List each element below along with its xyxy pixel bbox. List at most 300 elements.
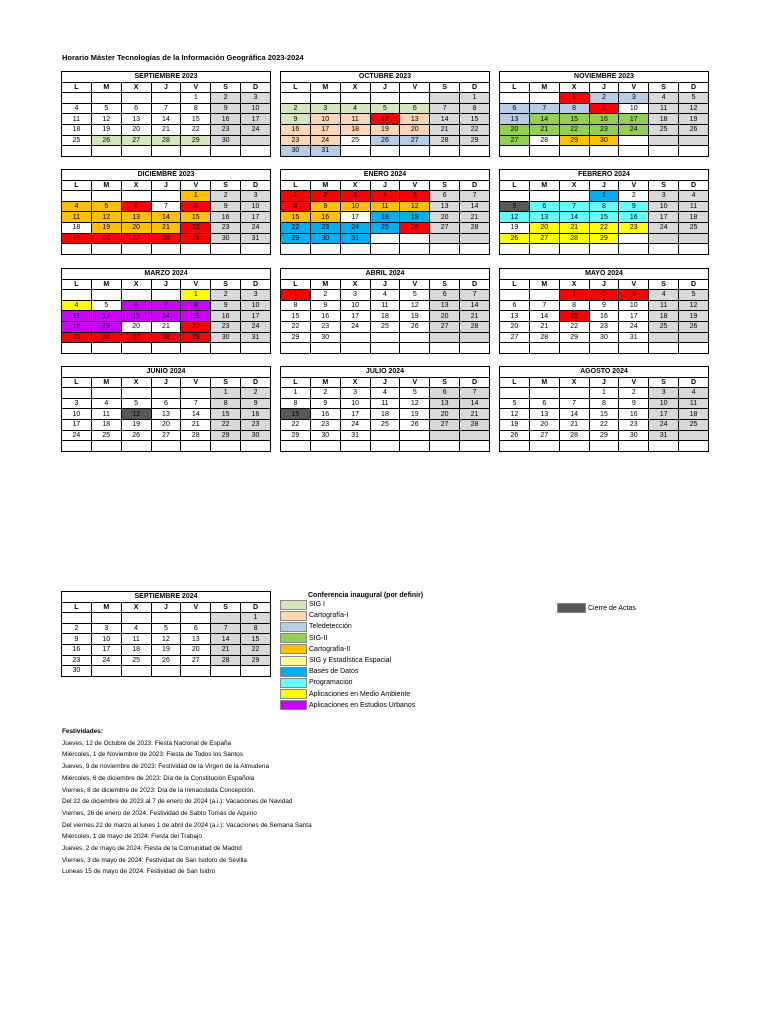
day-cell (370, 244, 400, 255)
day-cell: 2 (589, 93, 619, 104)
day-cell: 13 (151, 409, 181, 420)
festividades-title: Festividades: (62, 728, 103, 735)
day-cell: 26 (91, 233, 121, 244)
day-cell: 10 (340, 201, 370, 212)
day-cell: 30 (211, 135, 241, 146)
day-cell: 14 (559, 212, 589, 223)
day-cell (91, 343, 121, 354)
day-cell: 7 (529, 300, 559, 311)
day-cell (121, 244, 151, 255)
day-cell: 9 (310, 398, 340, 409)
day-cell: 13 (121, 114, 151, 125)
day-cell: 11 (649, 300, 679, 311)
day-cell: 19 (500, 419, 530, 430)
day-cell: 14 (151, 311, 181, 322)
day-cell (460, 430, 490, 441)
day-cell (370, 233, 400, 244)
day-cell (430, 93, 460, 104)
day-cell: 21 (460, 212, 490, 223)
day-cell (500, 290, 530, 301)
day-cell: 19 (91, 321, 121, 332)
day-cell: 26 (679, 124, 709, 135)
weekday-header: D (679, 377, 709, 388)
day-cell (91, 146, 121, 157)
day-cell (211, 441, 241, 452)
day-cell (500, 441, 530, 452)
day-cell (151, 613, 181, 624)
day-cell: 3 (649, 388, 679, 399)
day-cell (370, 343, 400, 354)
day-cell: 29 (589, 430, 619, 441)
day-cell: 19 (91, 222, 121, 233)
day-cell: 30 (310, 430, 340, 441)
month-calendar (499, 366, 709, 452)
weekday-header: J (589, 82, 619, 93)
day-cell: 7 (151, 300, 181, 311)
month-title: DICIEMBRE 2023 (62, 170, 271, 181)
cierre-label: Cierre de Actas (588, 604, 636, 612)
day-cell: 18 (91, 419, 121, 430)
legend-item (280, 633, 423, 644)
day-cell: 9 (619, 201, 649, 212)
day-cell (340, 343, 370, 354)
day-cell: 18 (370, 311, 400, 322)
day-cell: 8 (281, 201, 311, 212)
day-cell: 18 (679, 409, 709, 420)
day-cell: 26 (500, 430, 530, 441)
day-cell: 30 (310, 332, 340, 343)
day-cell: 24 (340, 222, 370, 233)
day-cell: 13 (500, 311, 530, 322)
day-cell: 14 (529, 114, 559, 125)
day-cell: 14 (460, 398, 490, 409)
weekday-header: X (340, 180, 370, 191)
day-cell: 5 (400, 191, 430, 202)
day-cell: 6 (400, 103, 430, 114)
day-cell: 4 (62, 103, 92, 114)
day-cell (460, 146, 490, 157)
legend-item (280, 610, 423, 621)
day-cell: 17 (241, 311, 271, 322)
day-cell: 1 (589, 191, 619, 202)
day-cell: 8 (559, 103, 589, 114)
day-cell: 28 (151, 233, 181, 244)
day-cell: 17 (619, 311, 649, 322)
day-cell (340, 441, 370, 452)
weekday-header: M (529, 180, 559, 191)
weekday-header: M (91, 180, 121, 191)
month-title: FEBRERO 2024 (500, 170, 709, 181)
day-cell: 22 (241, 644, 271, 655)
cierre-swatch (557, 603, 586, 613)
day-cell: 10 (241, 201, 271, 212)
month-title: SEPTIEMBRE 2024 (62, 592, 271, 603)
day-cell: 15 (281, 409, 311, 420)
legend-label: SIG y Estadística Espacial (309, 657, 392, 665)
day-cell: 9 (589, 300, 619, 311)
day-cell (370, 93, 400, 104)
weekday-header: S (649, 180, 679, 191)
day-cell: 1 (181, 191, 211, 202)
weekday-header: X (121, 82, 151, 93)
day-cell: 28 (211, 655, 241, 666)
weekday-header: J (151, 602, 181, 613)
day-cell (151, 343, 181, 354)
day-cell (460, 441, 490, 452)
weekday-header: J (370, 82, 400, 93)
day-cell (589, 441, 619, 452)
day-cell: 5 (91, 201, 121, 212)
legend-swatch (280, 644, 307, 654)
day-cell: 15 (559, 114, 589, 125)
day-cell: 19 (400, 311, 430, 322)
day-cell (62, 388, 92, 399)
day-cell (460, 343, 490, 354)
weekday-header: S (649, 82, 679, 93)
day-cell (121, 441, 151, 452)
day-cell: 25 (679, 419, 709, 430)
day-cell: 22 (211, 419, 241, 430)
day-cell: 15 (211, 409, 241, 420)
day-cell (679, 135, 709, 146)
day-cell: 17 (62, 419, 92, 430)
day-cell: 15 (181, 212, 211, 223)
day-cell (370, 430, 400, 441)
day-cell: 29 (281, 430, 311, 441)
legend-title: Conferencia inaugural (por definir) (308, 592, 424, 599)
weekday-header: M (529, 377, 559, 388)
day-cell (679, 343, 709, 354)
weekday-header: S (430, 180, 460, 191)
day-cell: 22 (181, 321, 211, 332)
day-cell: 4 (649, 93, 679, 104)
day-cell: 22 (460, 124, 490, 135)
day-cell: 21 (151, 321, 181, 332)
month-calendar (280, 366, 490, 452)
day-cell: 5 (400, 388, 430, 399)
day-cell: 19 (91, 124, 121, 135)
day-cell: 28 (151, 135, 181, 146)
day-cell (241, 244, 271, 255)
weekday-header: L (500, 279, 530, 290)
weekday-header: D (679, 180, 709, 191)
weekday-header: L (500, 377, 530, 388)
day-cell: 10 (619, 103, 649, 114)
day-cell: 29 (281, 233, 311, 244)
weekday-header: M (91, 82, 121, 93)
day-cell: 27 (121, 233, 151, 244)
weekday-header: D (241, 180, 271, 191)
day-cell (310, 93, 340, 104)
day-cell: 8 (281, 398, 311, 409)
month-calendar (280, 169, 490, 255)
day-cell (649, 343, 679, 354)
day-cell: 3 (649, 191, 679, 202)
day-cell: 14 (559, 409, 589, 420)
day-cell: 27 (121, 332, 151, 343)
weekday-header: J (589, 377, 619, 388)
weekday-header: D (241, 602, 271, 613)
day-cell: 13 (529, 409, 559, 420)
weekday-header: D (241, 82, 271, 93)
weekday-header: D (241, 377, 271, 388)
day-cell: 15 (589, 212, 619, 223)
day-cell: 2 (619, 191, 649, 202)
day-cell: 2 (281, 103, 311, 114)
weekday-header: M (310, 377, 340, 388)
day-cell: 24 (619, 124, 649, 135)
weekday-header: V (181, 180, 211, 191)
day-cell: 25 (649, 321, 679, 332)
day-cell (241, 343, 271, 354)
day-cell: 15 (589, 409, 619, 420)
day-cell (500, 146, 530, 157)
weekday-header: X (121, 602, 151, 613)
day-cell: 27 (400, 135, 430, 146)
day-cell (91, 244, 121, 255)
day-cell: 28 (460, 419, 490, 430)
month-calendar (61, 71, 271, 157)
day-cell: 25 (62, 332, 92, 343)
day-cell: 5 (679, 93, 709, 104)
day-cell (91, 613, 121, 624)
weekday-header: S (649, 377, 679, 388)
legend-item (280, 655, 423, 666)
day-cell (151, 93, 181, 104)
day-cell: 24 (649, 419, 679, 430)
weekday-header: D (679, 279, 709, 290)
day-cell: 31 (241, 233, 271, 244)
day-cell: 21 (559, 222, 589, 233)
day-cell: 7 (460, 191, 490, 202)
day-cell: 7 (151, 201, 181, 212)
day-cell: 9 (211, 300, 241, 311)
day-cell: 22 (559, 124, 589, 135)
weekday-header: S (649, 279, 679, 290)
day-cell: 21 (529, 124, 559, 135)
day-cell: 25 (649, 124, 679, 135)
day-cell: 29 (559, 332, 589, 343)
day-cell (62, 244, 92, 255)
weekday-header: V (400, 279, 430, 290)
day-cell: 30 (589, 332, 619, 343)
day-cell: 29 (181, 135, 211, 146)
day-cell: 4 (649, 290, 679, 301)
festividades-list (62, 738, 312, 878)
day-cell: 4 (679, 191, 709, 202)
day-cell: 3 (62, 398, 92, 409)
day-cell: 19 (121, 419, 151, 430)
day-cell (281, 343, 311, 354)
weekday-header: X (559, 180, 589, 191)
weekday-header: V (400, 82, 430, 93)
day-cell: 2 (310, 290, 340, 301)
day-cell: 13 (430, 201, 460, 212)
day-cell: 7 (211, 623, 241, 634)
day-cell (340, 244, 370, 255)
day-cell: 11 (370, 201, 400, 212)
month-calendar (61, 169, 271, 255)
legend-swatch (280, 678, 307, 688)
day-cell (649, 441, 679, 452)
day-cell: 3 (619, 93, 649, 104)
day-cell (529, 93, 559, 104)
weekday-header: S (430, 377, 460, 388)
weekday-header: X (340, 279, 370, 290)
day-cell (340, 146, 370, 157)
day-cell (62, 146, 92, 157)
legend-label: Bases de Datos (309, 668, 359, 676)
legend-item (280, 677, 423, 688)
day-cell (211, 613, 241, 624)
day-cell: 5 (121, 398, 151, 409)
day-cell: 11 (370, 300, 400, 311)
day-cell (430, 233, 460, 244)
day-cell: 24 (241, 321, 271, 332)
day-cell: 11 (62, 311, 92, 322)
day-cell: 19 (679, 311, 709, 322)
day-cell: 25 (370, 222, 400, 233)
day-cell: 16 (310, 409, 340, 420)
day-cell (62, 191, 92, 202)
day-cell (181, 244, 211, 255)
day-cell (500, 244, 530, 255)
weekday-header: L (62, 180, 92, 191)
weekday-header: L (500, 180, 530, 191)
day-cell: 12 (400, 398, 430, 409)
festividad-item: Del 22 de diciembre de 2023 al 7 de enero de 2024 (a.i.): Vacaciones de Navidad (62, 798, 293, 806)
weekday-header: V (181, 377, 211, 388)
legend-swatch (280, 622, 307, 632)
day-cell: 7 (529, 103, 559, 114)
day-cell: 23 (211, 222, 241, 233)
day-cell: 30 (281, 146, 311, 157)
day-cell: 29 (241, 655, 271, 666)
day-cell: 29 (181, 233, 211, 244)
legend-swatch (280, 700, 307, 710)
day-cell: 5 (400, 290, 430, 301)
day-cell: 1 (281, 191, 311, 202)
day-cell: 17 (340, 212, 370, 223)
day-cell: 26 (679, 321, 709, 332)
day-cell (181, 343, 211, 354)
day-cell (91, 441, 121, 452)
day-cell: 25 (370, 321, 400, 332)
day-cell (181, 146, 211, 157)
day-cell (340, 93, 370, 104)
day-cell: 30 (310, 233, 340, 244)
day-cell: 8 (181, 201, 211, 212)
legend-swatch (280, 656, 307, 666)
day-cell: 7 (181, 398, 211, 409)
day-cell (430, 441, 460, 452)
day-cell: 27 (181, 655, 211, 666)
day-cell: 19 (151, 644, 181, 655)
day-cell: 22 (181, 124, 211, 135)
festividad-item: Luneas 15 de mayo de 2024. Festividad de San Isidro (62, 868, 216, 876)
day-cell (500, 388, 530, 399)
month-title: ENERO 2024 (281, 170, 490, 181)
weekday-header: L (62, 377, 92, 388)
day-cell: 24 (241, 222, 271, 233)
day-cell: 14 (460, 201, 490, 212)
day-cell: 15 (559, 311, 589, 322)
weekday-header: S (211, 82, 241, 93)
day-cell: 2 (62, 623, 92, 634)
day-cell: 6 (500, 103, 530, 114)
day-cell: 18 (679, 212, 709, 223)
day-cell: 5 (500, 398, 530, 409)
weekday-header: J (151, 82, 181, 93)
day-cell: 28 (529, 135, 559, 146)
day-cell: 2 (310, 388, 340, 399)
day-cell: 21 (151, 124, 181, 135)
day-cell: 26 (400, 321, 430, 332)
day-cell (500, 343, 530, 354)
day-cell: 12 (91, 212, 121, 223)
day-cell (281, 441, 311, 452)
weekday-header: X (340, 377, 370, 388)
day-cell: 3 (91, 623, 121, 634)
month-calendar (499, 71, 709, 157)
legend-label: Programación (309, 679, 353, 687)
day-cell (649, 135, 679, 146)
day-cell (281, 244, 311, 255)
day-cell (151, 666, 181, 677)
legend-item (280, 621, 423, 632)
day-cell (91, 666, 121, 677)
day-cell: 15 (181, 114, 211, 125)
day-cell: 5 (91, 300, 121, 311)
day-cell: 17 (649, 212, 679, 223)
weekday-header: J (589, 279, 619, 290)
day-cell: 31 (649, 430, 679, 441)
day-cell: 10 (649, 398, 679, 409)
day-cell: 30 (62, 666, 92, 677)
day-cell: 30 (589, 135, 619, 146)
day-cell (619, 135, 649, 146)
day-cell (151, 388, 181, 399)
weekday-header: D (460, 377, 490, 388)
day-cell: 8 (460, 103, 490, 114)
day-cell (400, 244, 430, 255)
day-cell (151, 146, 181, 157)
day-cell (430, 146, 460, 157)
day-cell: 3 (619, 290, 649, 301)
day-cell: 22 (559, 321, 589, 332)
day-cell (91, 93, 121, 104)
day-cell (121, 93, 151, 104)
day-cell (619, 146, 649, 157)
day-cell: 18 (62, 321, 92, 332)
day-cell: 2 (211, 191, 241, 202)
day-cell: 20 (529, 419, 559, 430)
day-cell (241, 441, 271, 452)
day-cell: 28 (559, 233, 589, 244)
day-cell: 24 (340, 321, 370, 332)
day-cell: 31 (619, 332, 649, 343)
day-cell: 9 (310, 300, 340, 311)
day-cell (151, 191, 181, 202)
weekday-header: D (679, 82, 709, 93)
day-cell: 17 (340, 409, 370, 420)
weekday-header: X (121, 377, 151, 388)
weekday-header: S (211, 180, 241, 191)
day-cell (529, 441, 559, 452)
day-cell: 23 (62, 655, 92, 666)
day-cell: 22 (281, 321, 311, 332)
day-cell: 13 (121, 311, 151, 322)
